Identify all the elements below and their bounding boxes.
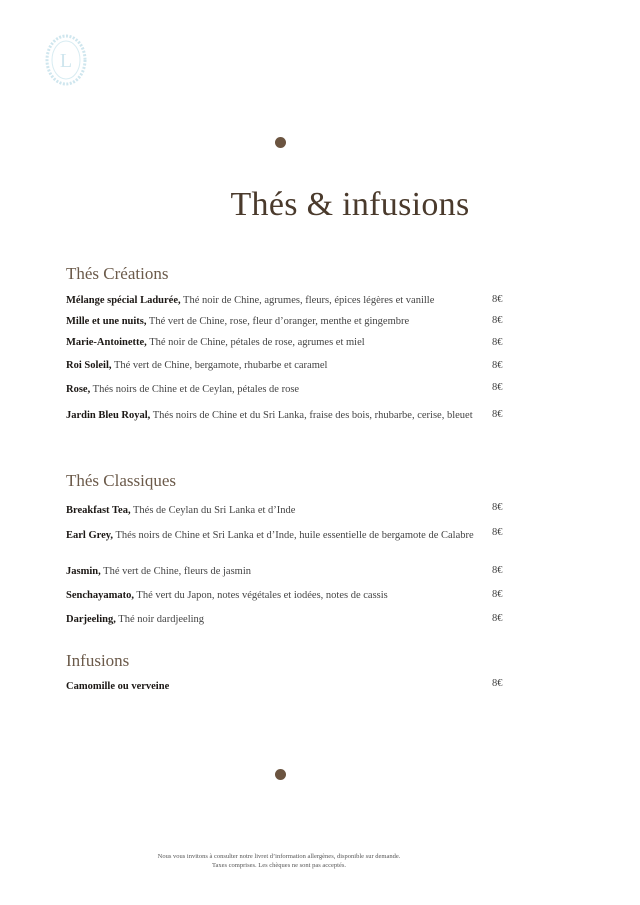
menu-item-senchayamato <box>66 590 476 602</box>
page-title: Thés & infusions <box>230 186 470 223</box>
item-price: 8€ <box>492 565 503 576</box>
item-name: Jardin Bleu Royal, <box>66 410 151 421</box>
item-name: Mille et une nuits, <box>66 316 147 327</box>
menu-item-roi-soleil <box>66 360 476 372</box>
footer-allergens-line: Nous vous invitons à consulter notre livret d’information allergènes, disponible sur demande. <box>157 853 401 860</box>
item-price: 8€ <box>492 294 503 305</box>
item-name: Senchayamato, <box>66 590 134 601</box>
menu-item-darjeeling <box>66 614 476 626</box>
menu-item-melange-special <box>66 295 476 307</box>
item-name: Mélange spécial Ladurée, <box>66 295 181 306</box>
item-price: 8€ <box>492 409 503 420</box>
section-title-thes-creations: Thés Créations <box>66 264 169 283</box>
item-description: Thé noir de Chine, agrumes, fleurs, épices légères et vanille <box>180 295 435 306</box>
item-description: Thés noirs de Chine et de Ceylan, pétales de rose <box>90 384 300 395</box>
bottom-ornament-dot <box>275 769 286 780</box>
item-name: Breakfast Tea, <box>66 505 131 516</box>
item-description: Thés de Ceylan du Sri Lanka et d’Inde <box>130 505 296 516</box>
menu-item-mille-et-une-nuits <box>66 316 476 328</box>
laduree-logo <box>45 34 87 86</box>
menu-item-camomille <box>66 681 476 693</box>
footer-taxes-line: Taxes comprises. Les chèques ne sont pas acceptés. <box>211 861 346 869</box>
item-description: Thé vert de Chine, fleurs de jasmin <box>100 566 251 577</box>
item-price: 8€ <box>492 613 503 624</box>
item-price: 8€ <box>492 502 503 513</box>
menu-item-earl-grey <box>66 530 476 542</box>
menu-item-marie-antoinette <box>66 337 476 349</box>
item-description: Thé vert du Japon, notes végétales et iodées, notes de cassis <box>133 590 388 601</box>
item-price: 8€ <box>492 337 503 348</box>
item-name: Earl Grey, <box>66 530 114 541</box>
item-description: Thé noir de Chine, pétales de rose, agrumes et miel <box>146 337 365 348</box>
menu-item-jardin-bleu-royal <box>66 410 476 422</box>
item-price: 8€ <box>492 527 503 538</box>
menu-item-jasmin <box>66 566 476 578</box>
item-name: Marie-Antoinette, <box>66 337 147 348</box>
item-price: 8€ <box>492 589 503 600</box>
item-description: Thés noirs de Chine et Sri Lanka et d’Inde, huile essentielle de bergamote de Calabre <box>113 530 474 541</box>
item-description: Thé vert de Chine, rose, fleur d’oranger, menthe et gingembre <box>146 316 410 327</box>
svg-text:L: L <box>59 50 73 72</box>
item-name: Camomille ou verveine <box>66 681 170 692</box>
item-price: 8€ <box>492 678 503 689</box>
item-price: 8€ <box>492 382 503 393</box>
item-description: Thé noir dardjeeling <box>115 614 205 625</box>
item-description: Thé vert de Chine, bergamote, rhubarbe et caramel <box>111 360 328 371</box>
menu-item-breakfast-tea <box>66 505 476 517</box>
section-title-thes-classiques: Thés Classiques <box>66 471 177 490</box>
menu-item-rose <box>66 384 476 396</box>
item-price: 8€ <box>492 315 503 326</box>
footer-note <box>0 853 558 870</box>
item-name: Darjeeling, <box>66 614 116 625</box>
item-description: Thés noirs de Chine et du Sri Lanka, fraise des bois, rhubarbe, cerise, bleuet <box>150 410 473 421</box>
item-price: 8€ <box>492 360 503 371</box>
top-ornament-dot <box>275 137 286 148</box>
item-name: Roi Soleil, <box>66 360 112 371</box>
section-title-infusions: Infusions <box>66 651 130 670</box>
item-name: Jasmin, <box>66 566 101 577</box>
item-name: Rose, <box>66 384 91 395</box>
